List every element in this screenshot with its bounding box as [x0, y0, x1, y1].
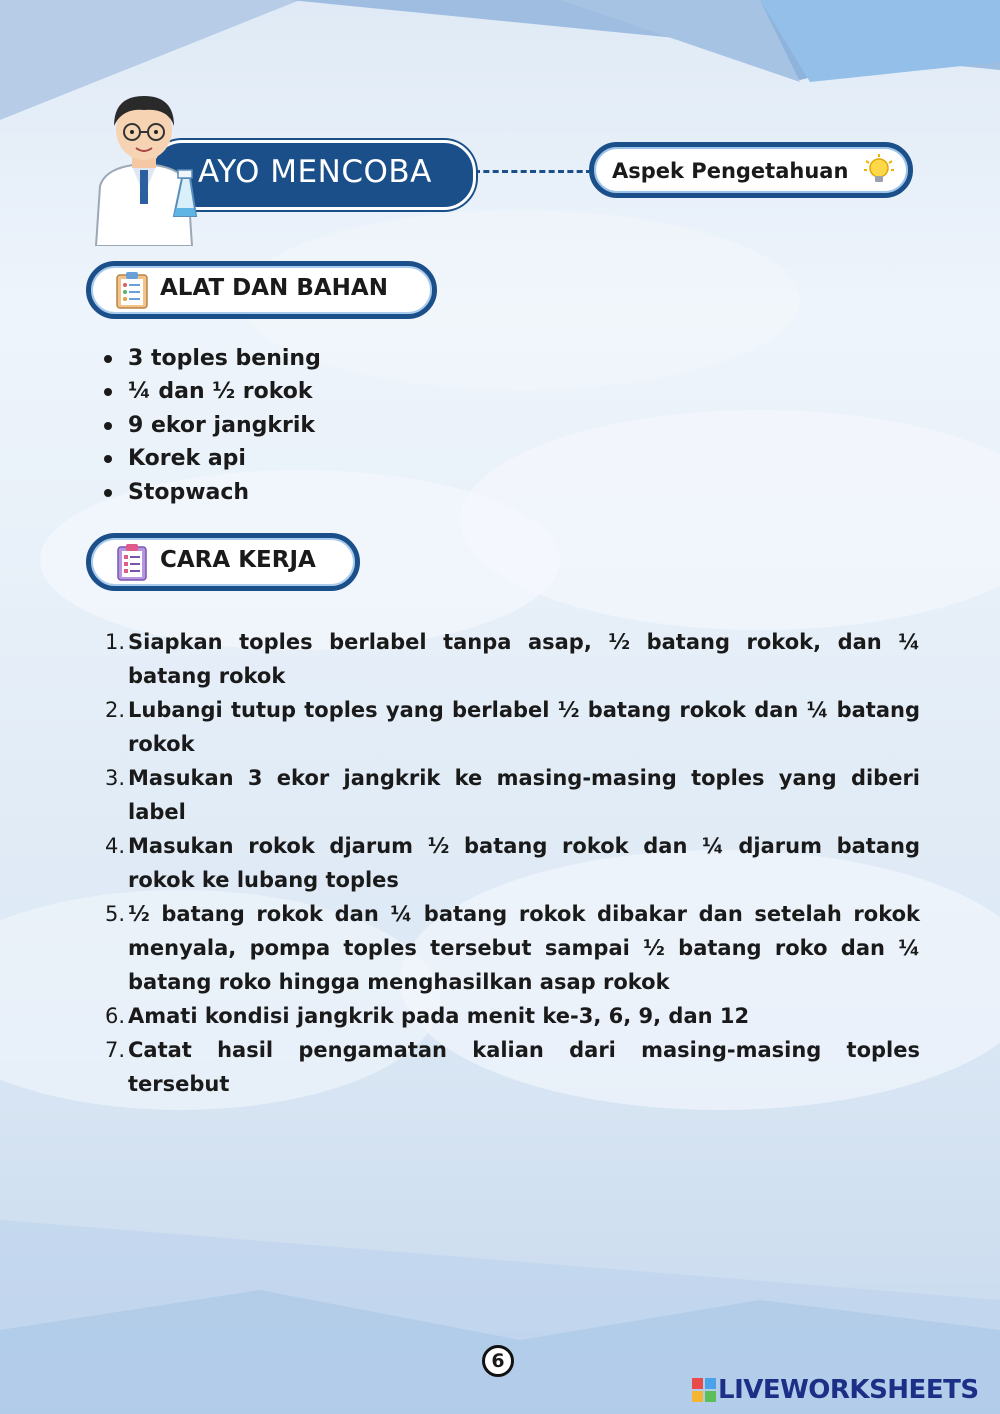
step-number: 1. [105, 630, 126, 654]
section-title-alat: ALAT DAN BAHAN [160, 275, 388, 301]
lightbulb-icon [862, 153, 896, 189]
list-item [100, 897, 920, 999]
checklist-icon [114, 542, 150, 582]
list-item [100, 999, 920, 1033]
list-item [100, 442, 321, 475]
material-text: ¼ dan ½ rokok [128, 379, 313, 405]
list-item [100, 761, 920, 829]
step-number: 4. [105, 834, 126, 858]
page-number: 6 [482, 1345, 514, 1377]
step-text: Masukan 3 ekor jangkrik ke masing-masing toples yang diberi label [128, 766, 920, 824]
bullet-icon [104, 355, 112, 363]
bullet-icon [104, 489, 112, 497]
step-text: Masukan rokok djarum ½ batang rokok dan ¼ djarum batang rokok ke lubang toples [128, 834, 920, 892]
material-text: Korek api [128, 446, 246, 472]
bullet-icon [104, 388, 112, 396]
list-item [100, 342, 321, 375]
step-text: ½ batang rokok dan ¼ batang rokok dibakar dan setelah rokok menyala, pompa toples tersebut sampai ½ batang roko dan ¼ batang roko hingga menghasilkan asap rokok [128, 902, 920, 994]
liveworksheets-mark-icon [692, 1378, 716, 1402]
step-text: Amati kondisi jangkrik pada menit ke-3, 6, 9, dan 12 [128, 1004, 750, 1028]
bullet-icon [104, 422, 112, 430]
list-item [100, 625, 920, 693]
scientist-icon [78, 86, 210, 246]
step-number: 2. [105, 698, 126, 722]
brand-name: LIVEWORKSHEETS [718, 1375, 979, 1405]
list-item [100, 829, 920, 897]
step-text: Catat hasil pengamatan kalian dari masing-masing toples tersebut [128, 1038, 920, 1096]
steps-list [100, 625, 920, 1101]
step-number: 6. [105, 1004, 126, 1028]
list-item [100, 1033, 920, 1101]
aspect-label: Aspek Pengetahuan [612, 159, 849, 183]
list-item [100, 375, 321, 408]
list-item [100, 693, 920, 761]
step-text: Lubangi tutup toples yang berlabel ½ batang rokok dan ¼ batang rokok [128, 698, 920, 756]
step-text: Siapkan toples berlabel tanpa asap, ½ batang rokok, dan ¼ batang rokok [128, 630, 920, 688]
step-number: 3. [105, 766, 126, 790]
step-number: 7. [105, 1038, 126, 1062]
material-text: 9 ekor jangkrik [128, 412, 315, 438]
list-item [100, 409, 321, 442]
list-item [100, 476, 321, 509]
connector-line [474, 170, 592, 173]
page-title: AYO MENCOBA [198, 154, 432, 190]
material-text: Stopwach [128, 479, 250, 505]
clipboard-list-icon [114, 270, 150, 310]
materials-list [100, 342, 321, 509]
bullet-icon [104, 455, 112, 463]
material-text: 3 toples bening [128, 346, 321, 371]
section-title-cara: CARA KERJA [160, 547, 316, 573]
step-number: 5. [105, 902, 126, 926]
